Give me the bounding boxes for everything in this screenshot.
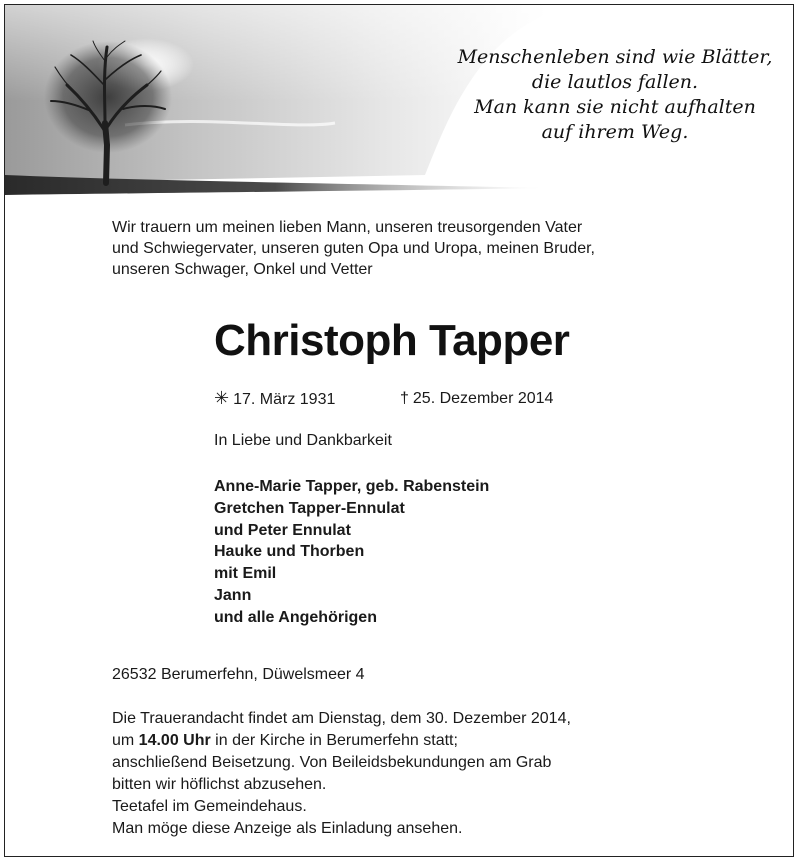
mourner-item: Gretchen Tapper-Ennulat — [214, 499, 405, 517]
intro-line: Wir trauern um meinen lieben Mann, unseren treusorgenden Vater — [112, 219, 583, 236]
motto-line: auf ihrem Weg. — [541, 121, 689, 143]
birth-date-group — [214, 388, 335, 410]
service-line — [112, 730, 571, 752]
mourners-list — [214, 476, 489, 629]
mourner-item: Anne-Marie Tapper, geb. Rabenstein — [214, 478, 490, 495]
mourner-item: und Peter Ennulat — [214, 521, 351, 539]
service-line: Man möge diese Anzeige als Einladung ansehen. — [112, 820, 463, 837]
mourner-item: und alle Angehörigen — [214, 608, 377, 626]
service-line: anschließend Beisetzung. Von Beileidsbekundungen am Grab — [112, 754, 552, 771]
deceased-name: Christoph Tapper — [214, 316, 570, 365]
intro-line: und Schwiegervater, unseren guten Opa und Uropa, meinen Bruder, — [112, 240, 595, 257]
death-cross-icon: † — [400, 390, 409, 407]
family-address: 26532 Berumerfehn, Düwelsmeer 4 — [112, 666, 365, 683]
tribute-text: In Liebe und Dankbarkeit — [214, 432, 392, 449]
service-info — [112, 708, 571, 840]
mourner-item: Jann — [214, 586, 252, 604]
motto-line: Menschenleben sind wie Blätter, — [457, 46, 773, 68]
motto-line: Man kann sie nicht aufhalten — [474, 96, 756, 118]
mourner-item: mit Emil — [214, 565, 277, 583]
intro-text — [112, 217, 595, 280]
service-line: Die Trauerandacht findet am Dienstag, dem 30. Dezember 2014, — [112, 710, 571, 727]
motto-line: die lautlos fallen. — [531, 71, 699, 93]
service-time: 14.00 Uhr — [138, 732, 211, 749]
service-line: bitten wir höflichst abzusehen. — [112, 776, 327, 793]
death-date: 25. Dezember 2014 — [412, 390, 554, 407]
intro-line: unseren Schwager, Onkel und Vetter — [112, 261, 373, 278]
birth-star-icon: ✳ — [214, 388, 230, 408]
mourner-item: Hauke und Thorben — [214, 543, 365, 561]
service-time-prefix: um — [112, 732, 139, 749]
death-date-group — [400, 388, 553, 409]
service-line: Teetafel im Gemeindehaus. — [112, 798, 307, 815]
birth-date: 17. März 1931 — [233, 391, 336, 408]
service-location: in der Kirche in Berumerfehn statt; — [210, 732, 458, 749]
motto-poem — [455, 45, 775, 145]
